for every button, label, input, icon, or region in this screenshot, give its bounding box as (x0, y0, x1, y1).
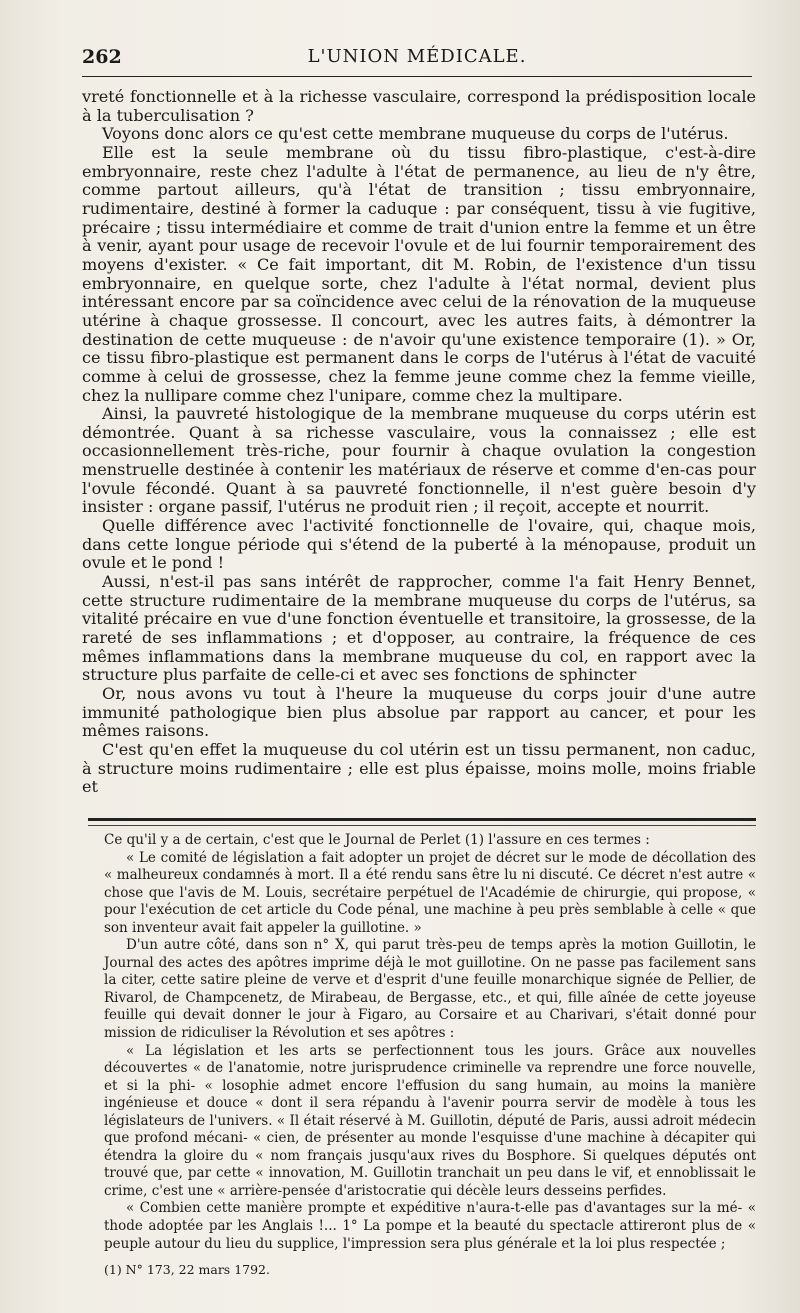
main-paragraph: Ainsi, la pauvreté histologique de la membrane muqueuse du corps utérin est démontrée. Quant à sa richesse vasculaire, vous la connaissez ; elle est occasionnellement très-riche, pour fournir à chaque ovulation la congestion menstruelle destinée à contenir les matériaux de réserve et comme d'en-cas pour l'ovule fécondé. Quant à sa pauvreté fonctionnelle, il n'est guère besoin d'y insister : organe passif, l'utérus ne produit rien ; il reçoit, accepte et nourrit. (82, 404, 756, 517)
page-number: 262 (82, 46, 122, 68)
feuilleton-text (104, 832, 756, 1253)
feuilleton-separator-thin (88, 825, 756, 826)
main-text (82, 88, 756, 797)
feuilleton-paragraph: Ce qu'il y a de certain, c'est que le Journal de Perlet (1) l'assure en ces termes : (104, 832, 650, 848)
main-paragraph: Aussi, n'est-il pas sans intérêt de rapprocher, comme l'a fait Henry Bennet, cette structure rudimentaire de la membrane muqueuse du corps de l'utérus, sa vitalité précaire en vue d'une fonction éventuelle et transitoire, la grossesse, de la rareté de ses inflammations ; et d'opposer, au contraire, la fréquence de ces mêmes inflammations dans la membrane muqueuse du col, en rapport avec la structure plus parfaite de celle-ci et avec ses fonctions de sphincter (82, 572, 756, 685)
main-paragraph: vreté fonctionnelle et à la richesse vasculaire, correspond la prédisposition locale à la tuberculisation ? (82, 87, 756, 125)
feuilleton-paragraph: D'un autre côté, dans son n° X, qui parut très-peu de temps après la motion Guillotin, le Journal des actes des apôtres imprime déjà le mot guillotine. On ne passe pas facilement sans la citer, cette satire pleine de verve et d'esprit d'une feuille monarchique signée de Pellier, de Rivarol, de Champcenetz, de Mirabeau, de Bergasse, etc., et qui, fille aînée de cette joyeuse feuille qui devait donner le jour à Figaro, au Corsaire et au Charivari, s'était donné pour mission de ridiculiser la Révolution et ses apôtres : (104, 937, 756, 1042)
main-paragraph: Elle est la seule membrane où du tissu fibro-plastique, c'est-à-dire embryonnaire, reste chez l'adulte à l'état de permanence, au lieu de n'y être, comme partout ailleurs, qu'à l'état de transition ; tissu embryonnaire, rudimentaire, destiné à former la caduque : par conséquent, tissu à vie fugitive, précaire ; tissu intermédiaire et comme de trait d'union entre la femme et un être à venir, ayant pour usage de recevoir l'ovule et de lui fournir temporairement des moyens d'exister. « Ce fait important, dit M. Robin, de l'existence d'un tissu embryonnaire, en quelque sorte, chez l'adulte à l'état normal, devient plus intéressant encore par sa coïncidence avec celui de la rénovation de la muqueuse utérine à chaque grossesse. Il concourt, avec les autres faits, à démontrer la destination de cette muqueuse : de n'avoir qu'une existence temporaire (1). » Or, ce tissu fibro-plastique est permanent dans le corps de l'utérus à l'état de vacuité comme à celui de grossesse, chez la femme jeune comme chez la femme vieille, chez la nullipare comme chez l'unipare, comme chez la multipare. (82, 142, 756, 405)
feuilleton-separator (88, 818, 756, 821)
feuilleton-quote: « Le comité de législation a fait adopter un projet de décret sur le mode de décollation des « malheureux condamnés à mort. Il a été rendu sans être lu ni discuté. Ce décret n'est autre « chose que l'avis de M. Louis, secrétaire perpétuel de l'Académie de chirurgie, qui propose, « pour l'exécution de cet article du Code pénal, une machine à peu près semblable à celle « que son inventeur avait fait appeler la guillotine. » (104, 849, 756, 936)
feuilleton-quote: « La législation et les arts se perfectionnent tous les jours. Grâce aux nouvelles découvertes « de l'anatomie, notre jurisprudence criminelle va reprendre une force nouvelle, et si la phi- « losophie admet encore l'effusion du sang humain, au moins la manière ingénieuse et douce « dont il sera répandu à l'avenir pourra servir de modèle à tous les législateurs de l'univers. « Il était réservé à M. Guillotin, député de Paris, aussi adroit médecin que profond mécani- « cien, de présenter au monde l'esquisse d'une machine à décapiter qui étendra la gloire du « nom français jusqu'aux rives du Bosphore. Si quelques députés ont trouvé que, par cette « innovation, M. Guillotin tranchait un peu dans le vif, et ennoblissait le crime, c'est une « arrière-pensée d'aristocratie qui décèle leurs desseins perfides. (104, 1042, 756, 1199)
main-paragraph: Quelle différence avec l'activité fonctionnelle de l'ovaire, qui, chaque mois, dans cette longue période qui s'étend de la puberté à la ménopause, produit un ovule et le pond ! (82, 516, 756, 573)
feuilleton-quote: « Combien cette manière prompte et expéditive n'aura-t-elle pas d'avantages sur la mé- « thode adoptée par les Anglais !... 1° La pompe et la beauté du spectacle attireront plus de « peuple autour du lieu du supplice, l'impression sera plus générale et la loi plus respectée ; (104, 1200, 756, 1252)
page-header (82, 40, 752, 77)
main-paragraph: Or, nous avons vu tout à l'heure la muqueuse du corps jouir d'une autre immunité pathologique bien plus absolue par rapport au cancer, et pour les mêmes raisons. (82, 684, 756, 741)
running-title: L'UNION MÉDICALE. (307, 46, 527, 67)
main-paragraph: Voyons donc alors ce qu'est cette membrane muqueuse du corps de l'utérus. (102, 124, 729, 144)
main-paragraph: C'est qu'en effet la muqueuse du col utérin est un tissu permanent, non caduc, à structure moins rudimentaire ; elle est plus épaisse, moins molle, moins friable et (82, 739, 756, 797)
footnote: (1) N° 173, 22 mars 1792. (104, 1262, 270, 1277)
